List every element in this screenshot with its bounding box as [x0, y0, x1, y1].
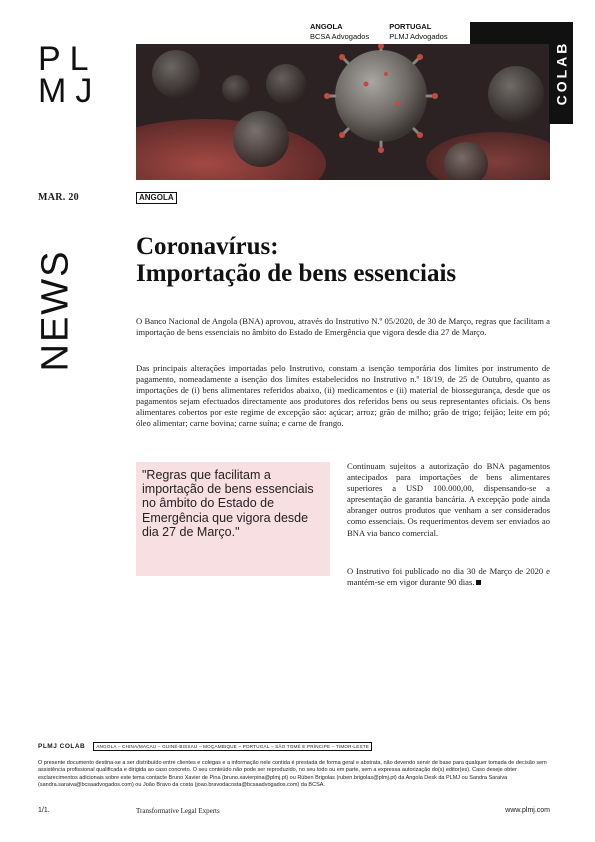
office-country: PORTUGAL	[389, 22, 432, 31]
paragraph-prior-authorization: Continuam sujeitos a autorização do BNA pagamentos antecipados para importações de bens alimentares superiores a USD 100.000,00, dispensando-se a apresentação de garantia bancária. A excepção pode ainda abranger outros produtos que venham a ser considerados como essenciais. Os requerimentos devem ser enviados ao BNA via banco comercial.	[347, 461, 550, 538]
article-title	[136, 233, 456, 287]
office-firm: BCSA Advogados	[310, 31, 370, 41]
footer-brand: PLMJ COLAB	[38, 743, 86, 750]
logo-line-2: MJ	[38, 72, 102, 110]
office-firm: PLMJ Advogados	[389, 31, 448, 41]
plmj-logo	[38, 40, 102, 110]
country-tag: ANGOLA	[136, 192, 177, 204]
footer-tagline: Transformative Legal Experts	[136, 807, 220, 815]
paragraph-validity-text: O Instrutivo foi publicado no dia 30 de Março de 2020 e mantém-se em vigor durante 90 dias.	[347, 566, 550, 588]
pull-quote	[136, 462, 330, 576]
header-black-bar	[470, 22, 550, 44]
end-mark	[476, 580, 481, 585]
office-angola	[310, 22, 369, 41]
office-country: ANGOLA	[310, 22, 343, 31]
virus-illustration	[136, 44, 550, 180]
section-label	[34, 238, 77, 382]
logo-line-1: PL	[38, 40, 98, 78]
title-line-2: Importação de bens essenciais	[136, 260, 457, 287]
section-label-text: NEWS	[34, 249, 77, 371]
paragraph-changes: Das principais alterações importadas pelo Instrutivo, constam a isenção temporária dos limites por instrumento de pagamento, nomeadamente a isenção dos limites estabelecidos no Instrutivo n.º 18/19, de 25 de Outubro, quanto as importações de (i) bens alimentares referidos abaixo, (ii) medicamentos e (ii) material de biossegurança, desde que os pagamentos sejam efectuados directamente aos produtores dos referidos bens ou seus representantes oficiais. Os bens alimentares cobertos por este regime de excepção são: açúcar; arroz; grão de milho; grão de trigo; feijão; leite em pó; óleo alimentar; carne bovina; carne suína; e carne de frango.	[136, 363, 550, 429]
paragraph-intro: O Banco Nacional de Angola (BNA) aprovou, através do Instrutivo N.º 05/2020, de 30 de Março, regras que facilitam a importação de bens essenciais no âmbito do Estado de Emergência que vigora desde dia 27 de Março.	[136, 316, 550, 338]
colab-vertical-label	[549, 22, 573, 124]
article-date: MAR. 20	[38, 192, 79, 203]
colab-text: COLAB	[553, 40, 569, 106]
page-number: 1/1.	[38, 807, 50, 814]
coronavirus-hero-image	[136, 44, 550, 180]
title-line-1: Coronavírus:	[136, 233, 279, 260]
legal-disclaimer: O presente documento destina-se a ser distribuído entre clientes e colegas e a informação nele contida é prestada de forma geral e abstrata, não devendo servir de base para qualquer tomada de decisão sem assistência profissional qualificada e dirigida ao caso concreto. O seu conteúdo não pode ser reproduzido, no seu todo ou em parte, sem a expressa autorização do(s) editor(es). Caso deseje obter esclarecimentos adicionais sobre este tema contacte Bruno Xavier de Pina (bruno.xavierpina@plmj.pt) ou Rúben Brigolas (ruben.brigolas@plmj.pt) da Angola Desk da PLMJ ou Sandra Saraiva (sandra.saraiva@bcsaadvogados.com) ou João Bravo da costa (joao.bravodacosta@bcsaadvogados.com) da BCSA.	[38, 760, 547, 788]
office-list	[310, 22, 448, 41]
footer-network	[38, 742, 372, 751]
footer-url[interactable]: www.plmj.com	[505, 807, 550, 814]
paragraph-validity	[347, 566, 550, 588]
pull-quote-text: "Regras que facilitam a importação de bens essenciais no âmbito do Estado de Emergência que vigora desde dia 27 de Março."	[142, 468, 314, 539]
office-portugal	[389, 22, 447, 41]
footer-countries: ANGOLA – CHINA/MACAU – GUINÉ-BISSAU – MOÇAMBIQUE – PORTUGAL – SÃO TOMÉ E PRÍNCIPE – TIMOR-LESTE	[93, 742, 372, 751]
